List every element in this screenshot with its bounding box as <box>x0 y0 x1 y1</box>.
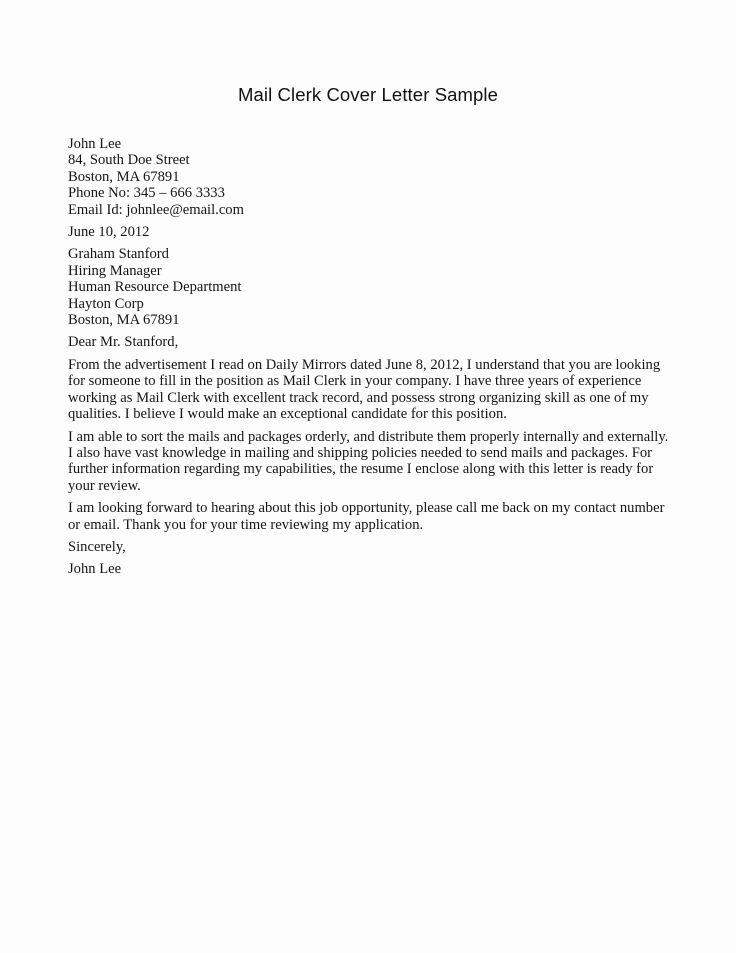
paragraph-line: From the advertisement I read on Daily Mirrors dated June 8, 2012, I understand that you are looking <box>68 356 661 373</box>
sender-email: Email Id: johnlee@email.com <box>68 201 244 218</box>
closing: Sincerely, <box>68 538 126 555</box>
paragraph-line: your review. <box>68 477 141 494</box>
document-title: Mail Clerk Cover Letter Sample <box>237 84 499 105</box>
paragraph-line: I am looking forward to hearing about this job opportunity, please call me back on my contact number <box>68 500 665 517</box>
sender-name: John Lee <box>68 136 122 152</box>
salutation: Dear Mr. Stanford, <box>68 334 179 351</box>
sender-address <box>68 136 688 218</box>
paragraph-1 <box>68 357 688 423</box>
sender-phone: Phone No: 345 – 666 3333 <box>68 185 225 202</box>
recipient-title: Hiring Manager <box>68 262 162 279</box>
recipient-address <box>68 246 688 328</box>
recipient-company: Hayton Corp <box>68 295 144 312</box>
paragraph-2 <box>68 429 688 495</box>
sender-street: 84, South Doe Street <box>68 152 190 169</box>
sender-city: Boston, MA 67891 <box>68 168 180 185</box>
paragraph-line: further information regarding my capabilities, the resume I enclose along with this letter is ready for <box>68 461 654 478</box>
recipient-name: Graham Stanford <box>68 246 169 263</box>
paragraph-line: I also have vast knowledge in mailing and shipping policies needed to send mails and packages. For <box>68 444 653 461</box>
paragraph-line: I am able to sort the mails and packages orderly, and distribute them properly internally and externally. <box>68 428 669 445</box>
paragraph-line: working as Mail Clerk with excellent track record, and possess strong organizing skill as one of my <box>68 389 649 406</box>
letter-body <box>68 136 688 578</box>
recipient-department: Human Resource Department <box>68 279 242 296</box>
paragraph-line: for someone to fill in the position as Mail Clerk in your company. I have three years of experience <box>68 373 642 390</box>
letter-date: June 10, 2012 <box>68 224 150 241</box>
paragraph-line: or email. Thank you for your time reviewing my application. <box>68 516 424 533</box>
signature: John Lee <box>68 561 122 578</box>
paragraph-line: qualities. I believe I would make an exceptional candidate for this position. <box>68 406 507 423</box>
recipient-city: Boston, MA 67891 <box>68 312 180 329</box>
paragraph-3 <box>68 500 688 533</box>
